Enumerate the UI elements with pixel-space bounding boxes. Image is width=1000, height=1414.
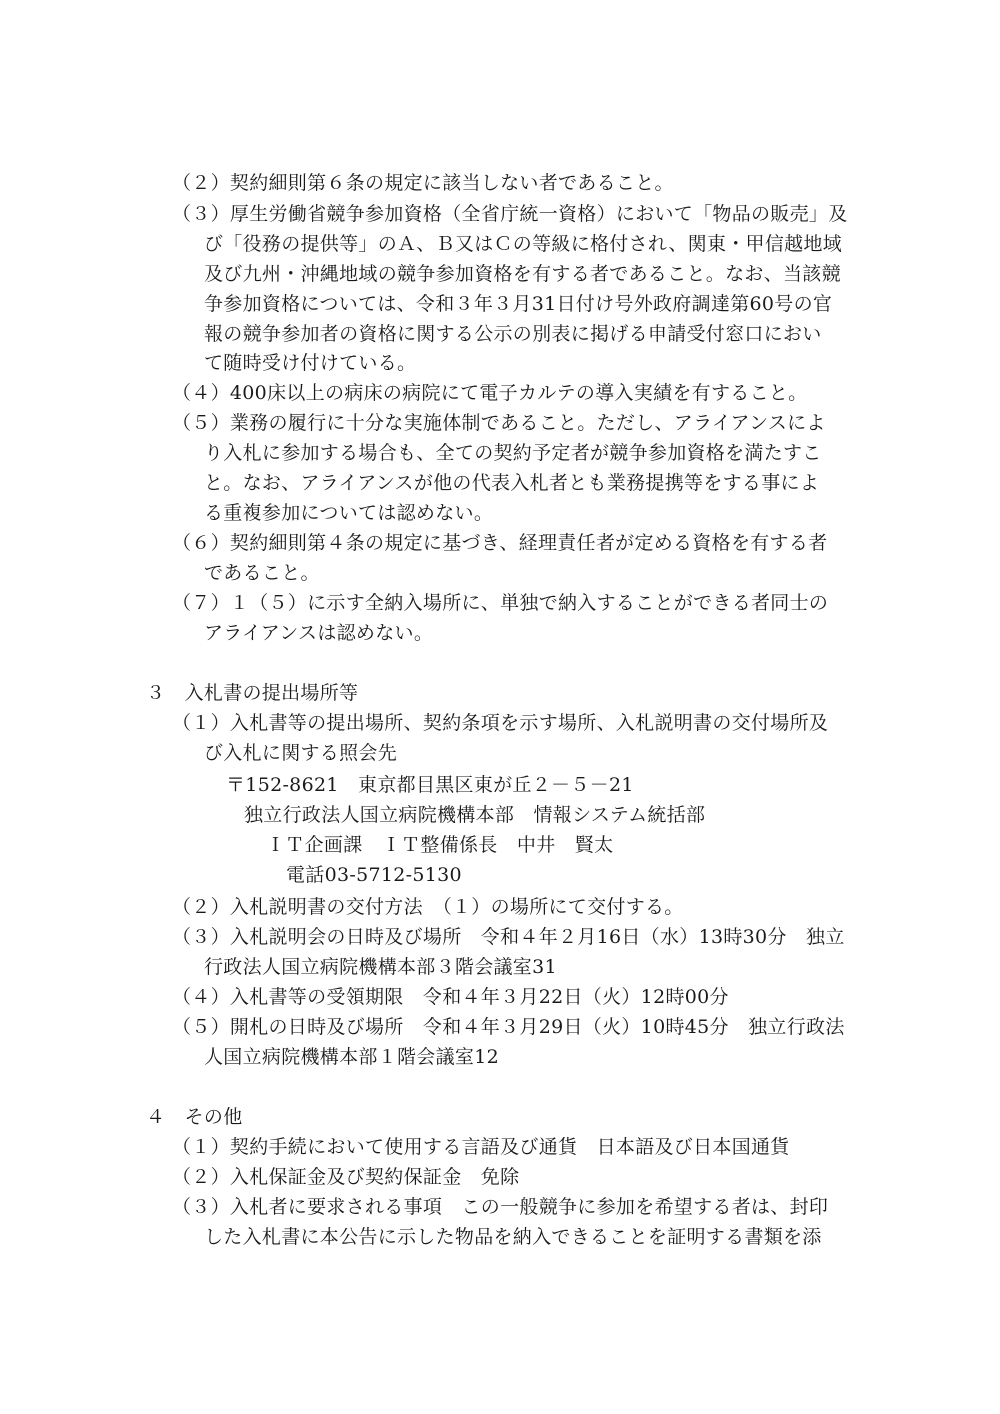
item-2-5-line-3: と。なお、アライアンスが他の代表入札者とも業務提携等をする事によ xyxy=(204,472,820,494)
item-4-1-line-1: （１）契約手続において使用する言語及び通貨 日本語及び日本国通貨 xyxy=(172,1136,790,1158)
item-3-1-line-2: び入札に関する照会先 xyxy=(204,742,398,764)
item-2-5-line-1: （５）業務の履行に十分な実施体制であること。ただし、アライアンスによ xyxy=(172,412,826,434)
item-2-7-line-1: （７）１（５）に示す全納入場所に、単独で納入することができる者同士の xyxy=(172,592,829,614)
item-2-6-line-2: であること。 xyxy=(204,562,320,584)
contact-organization: 独立行政法人国立病院機構本部 情報システム統括部 xyxy=(244,804,706,826)
item-2-5-line-2: り入札に参加する場合も、全ての契約予定者が競争参加資格を満たすこ xyxy=(204,442,822,464)
item-2-7-line-2: アライアンスは認めない。 xyxy=(204,622,434,644)
item-3-3-line-1: （３）入札説明会の日時及び場所 令和４年２月16日（水）13時30分 独立 xyxy=(172,926,845,948)
item-3-3-line-2: 行政法人国立病院機構本部３階会議室31 xyxy=(204,956,557,978)
item-4-3-line-2: した入札書に本公告に示した物品を納入できることを証明する書類を添 xyxy=(204,1226,822,1248)
item-2-3-line-4: 争参加資格については、令和３年３月31日付け号外政府調達第60号の官 xyxy=(204,293,833,315)
contact-phone: 電話03-5712-5130 xyxy=(286,864,462,886)
contact-address: 〒152-8621 東京都目黒区東が丘２－５－21 xyxy=(226,774,634,796)
item-2-3-line-3: 及び九州・沖縄地域の競争参加資格を有する者であること。なお、当該競 xyxy=(204,263,841,285)
contact-person: ＩＴ企画課 ＩＴ整備係長 中井 賢太 xyxy=(266,834,614,856)
item-3-5-line-2: 人国立病院機構本部１階会議室12 xyxy=(204,1046,499,1068)
item-3-1-line-1: （１）入札書等の提出場所、契約条項を示す場所、入札説明書の交付場所及 xyxy=(172,712,829,734)
item-3-2-line-1: （２）入札説明書の交付方法 （１）の場所にて交付する。 xyxy=(172,896,684,918)
item-2-6-line-1: （６）契約細則第４条の規定に基づき、経理責任者が定める資格を有する者 xyxy=(172,532,828,554)
item-2-2-line-1: （２）契約細則第６条の規定に該当しない者であること。 xyxy=(172,172,674,194)
item-2-4-line-1: （４）400床以上の病床の病院にて電子カルテの導入実績を有すること。 xyxy=(172,382,808,404)
item-2-3-line-5: 報の競争参加者の資格に関する公示の別表に掲げる申請受付窓口におい xyxy=(204,323,822,345)
item-3-4-line-1: （４）入札書等の受領期限 令和４年３月22日（火）12時00分 xyxy=(172,986,729,1008)
section-3-heading: ３ 入札書の提出場所等 xyxy=(146,682,359,704)
item-4-2-line-1: （２）入札保証金及び契約保証金 免除 xyxy=(172,1166,520,1188)
item-2-3-line-2: び「役務の提供等」のＡ、Ｂ又はＣの等級に格付され、関東・甲信越地域 xyxy=(204,233,843,255)
item-2-3-line-1: （３）厚生労働省競争参加資格（全省庁統一資格）において「物品の販売」及 xyxy=(172,203,848,225)
item-2-3-line-6: て随時受け付けている。 xyxy=(204,352,417,374)
section-4-heading: ４ その他 xyxy=(146,1106,243,1128)
item-3-5-line-1: （５）開札の日時及び場所 令和４年３月29日（火）10時45分 独立行政法 xyxy=(172,1016,845,1038)
item-2-5-line-4: る重複参加については認めない。 xyxy=(204,502,494,524)
item-4-3-line-1: （３）入札者に要求される事項 この一般競争に参加を希望する者は、封印 xyxy=(172,1196,829,1218)
